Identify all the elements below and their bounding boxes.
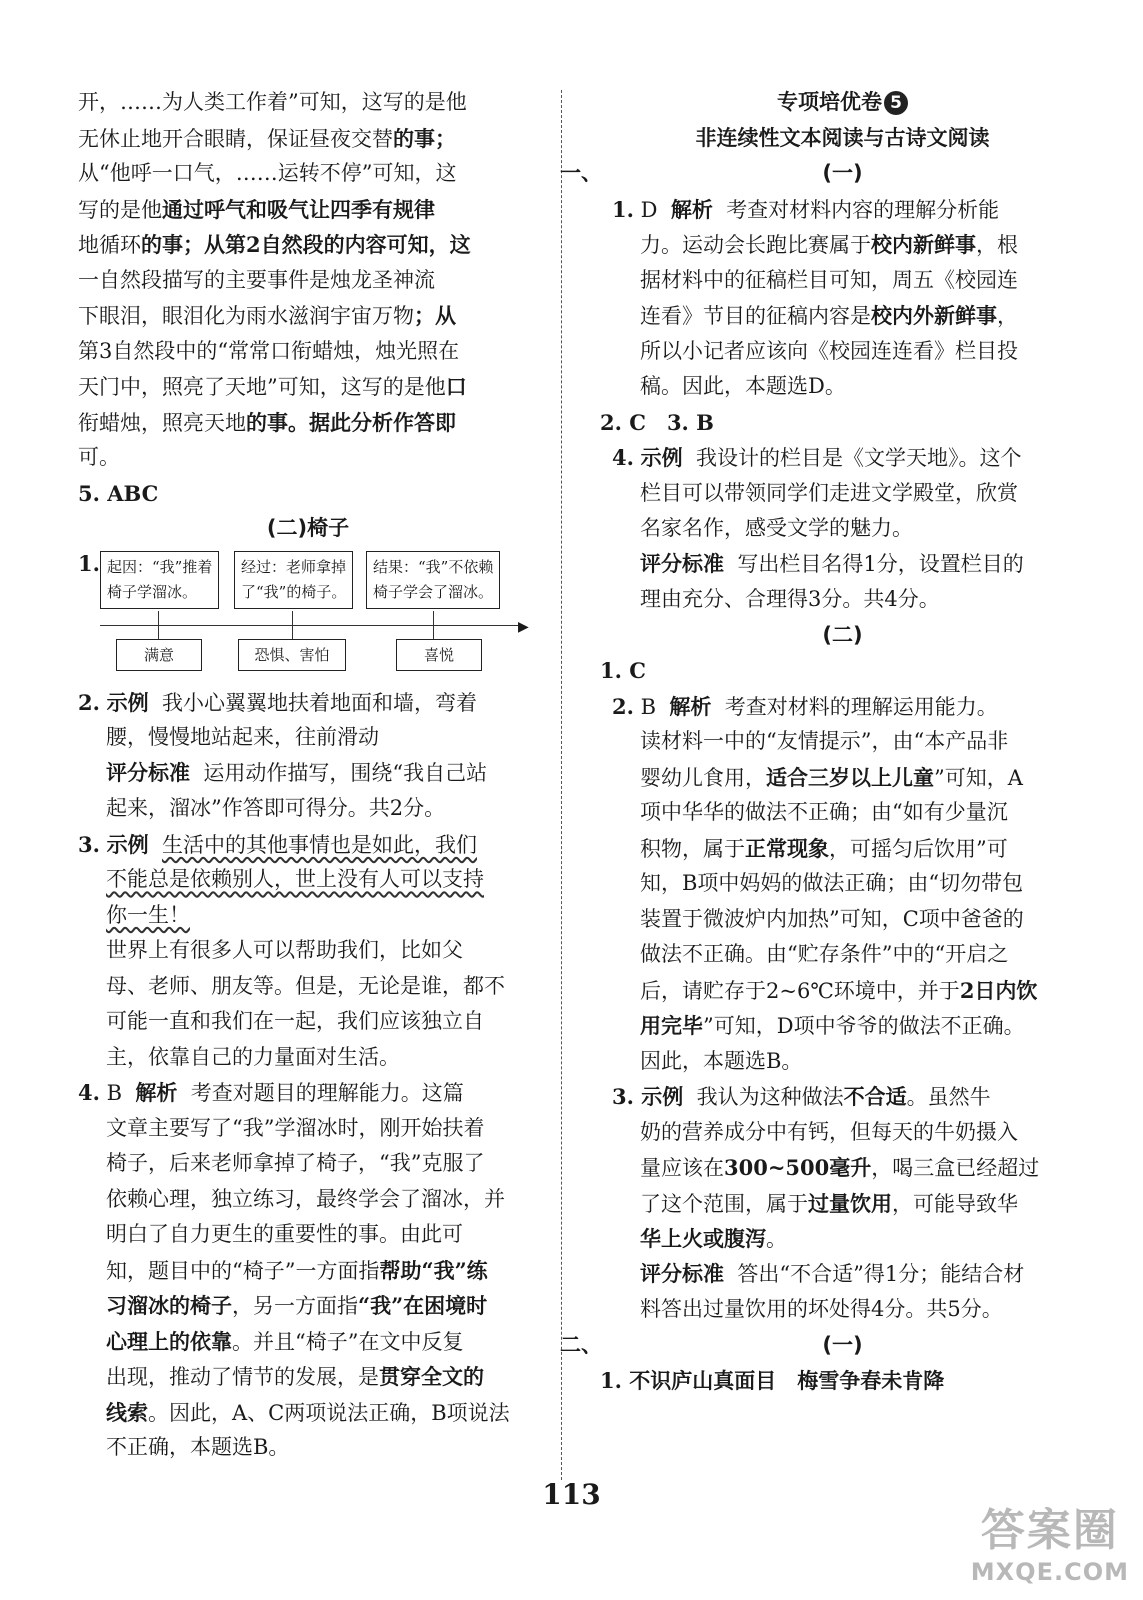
q3-line: 可能一直和我们在一起，我们应该独立自 [106,1009,484,1033]
r2q3-line: 华上火或腹泻。 [640,1226,787,1251]
right-column [560,85,1085,1399]
intro-line: 第3自然段中的“常常口衔蜡烛，烛光照在 [78,338,460,363]
special-paper-title: 专项培优卷 5 [600,85,1085,121]
r2q3-line: 奶的营养成分中有钙，但每天的牛奶摄入 [640,1119,1018,1144]
q4-line: 文章主要写了“我”学溜冰时，刚开始扶着 [106,1115,485,1140]
part-1-label: 一、 [560,161,602,185]
rq1-line: 所以小记者应该向《校园连连看》栏目投 [640,338,1018,363]
paper-subtitle: 非连续性文本阅读与古诗文阅读 [695,125,990,150]
q4-line: 习溜冰的椅子，另一方面指“我”在困境时 [106,1293,488,1318]
q3-line: 世界上有很多人可以帮助我们，比如父 [106,938,463,962]
q4-line: 依赖心理，独立练习，最终学会了溜冰，并 [106,1186,505,1211]
answer-q2: 2. 示例 我小心翼翼地扶着地面和墙，弯着 腰，慢慢地站起来，往前滑动 评分标准 运用动作描写，围绕“我自己站 起来，溜冰”作答即可得分。共2分。 [78,689,488,820]
r2q2-line: 因此，本题选B。 [640,1048,803,1073]
emotion-box-1: 满意 [116,639,202,671]
part2-answer-q1: 1. 不识庐山真面目 梅雪争春未肯降 [600,1368,945,1393]
intro-line: 天门中，照亮了天地”可知，这写的是他口 [78,374,467,399]
part-2-label: 二、 [560,1332,602,1357]
intro-line: 衔蜡烛，照亮天地的事。据此分析作答即 [78,409,456,435]
right2-answer-q3: 3. 示例 我认为这种做法不合适。虽然牛 奶的营养成分中有钙，但每天的牛奶摄入 量应该在300~500毫升，喝三盒已经超过 了这个范围，属于过量饮用，可能导致华 华上火或腹泻。 评分标准 答出“不合适”得1分；能结合材 料答出过量饮用的坏处得4分。共5分。 [600,1079,1085,1328]
r2q2-line: 后，请贮存于2~6℃环境中，并于2日内饮 [640,977,1038,1003]
intro-line: 开，……为人类工作着”可知，这写的是他 [78,90,467,114]
rq1-line: 据材料中的征稿栏目可知，周五《校园连 [640,267,1018,292]
column-divider [561,90,562,1480]
timeline-arrow [100,625,524,626]
q4-analysis [78,1111,538,1466]
intro-line: 可。 [78,445,120,469]
intro-paragraph [78,85,538,476]
q3-line: 母、老师、朋友等。但是，无论是谁，都不 [106,973,505,998]
q3-line: 主，依靠自己的力量面对生活。 [106,1044,400,1069]
q4-line: 线索。因此，A、C两项说法正确，B项说法 [106,1399,510,1425]
q4-line: 不正确，本题选B。 [106,1435,290,1459]
section-title-chair: (二)椅子 [266,516,350,540]
part-1-subsection-1: 一、 (一) [600,156,1085,192]
left-column [78,85,538,1466]
r2q2-line: 知，B项中妈妈的做法正确；由“切勿带包 [640,871,1024,895]
paper-number-badge: 5 [884,91,908,115]
r2q2-line: 积物，属于正常现象，可摇匀后饮用”可 [640,835,1008,861]
diagram-box-cause: 起因：“我”推着 椅子学溜冰。 [100,551,219,609]
right-answer-q2-q3: 2. C 3. B [600,409,714,435]
q3-paragraph [78,933,538,1075]
site-watermark: 答案圈 MXQE.COM [970,1505,1129,1586]
intro-line: 从“他呼一口气，……运转不停”可知，这 [78,161,457,185]
page-number: 113 [542,1478,601,1511]
rq1-line: 稿。因此，本题选D。 [640,374,846,398]
emotion-box-2: 恐惧、害怕 [238,639,346,671]
diagram-box-process: 经过：老师拿掉 了“我”的椅子。 [234,551,353,609]
r2q2-line: 做法不正确。由“贮存条件”中的“开启之 [640,942,1009,966]
answer-q4: 4. B 解析 考查对题目的理解能力。这篇 文章主要写了“我”学溜冰时，刚开始扶着 椅子，后来老师拿掉了椅子，“我”克服了 依赖心理，独立练习，最终学会了溜冰，并 明白了自力更生的重要性的事。由此可 知，题目中的“椅子”一方面指帮助“我”练 习溜冰的椅子，另一方面指“我”在困境时 心理上的依靠。并且“椅子”在文中反复 出现，推动了情节的发展，是贯穿全文的 线索。因此，A、C两项说法正确，B项说法 不正确，本题选B。 [78,1075,538,1466]
r2q2-line: 婴幼儿食用，适合三岁以上儿童”可知，A [640,764,1023,790]
intro-line: 地循环的事；从第2自然段的内容可知，这 [78,232,471,257]
r2q2-line: 项中华华的做法不正确；由“如有少量沉 [640,800,1008,824]
arrow-head-icon: ▶ [518,618,529,635]
answer-q3: 3. 示例 生活中的其他事情也是如此，我们 不能总是依赖别人，世上没有人可以支持 你一生！ 世界上有很多人可以帮助我们，比如父 母、老师、朋友等。但是，无论是谁，都不 可能一直和我们在一起，我们应该独立自 主，依靠自己的力量面对生活。 [78,827,538,1076]
right2-answer-q1: 1. C [600,658,646,683]
right2-answer-q2: 2. B 解析 考查对材料的理解运用能力。 读材料一中的“友情提示”，由“本产品非 婴幼儿食用，适合三岁以上儿童”可知，A 项中华华的做法不正确；由“如有少量沉 积物，属于正常现象，可摇匀后饮用”可 知，B项中妈妈的做法正确；由“切勿带包 装置于微波炉内加热”可知，C项中爸爸的 做法不正确。由“贮存条件”中的“开启之 后，请贮存于2~6℃环境中，并于2日内饮 用完毕”可知，D项中爷爷的做法不正确。 因此，本题选B。 [600,689,1085,1080]
part-2-subsection-1: 二、 (一) [600,1328,1085,1364]
intro-line: 写的是他通过呼气和吸气让四季有规律 [78,196,435,222]
intro-line: 下眼泪，眼泪化为雨水滋润宇宙万物；从 [78,303,456,328]
q4-line: 心理上的依靠。并且“椅子”在文中反复 [106,1328,464,1354]
q4-line: 知，题目中的“椅子”一方面指帮助“我”练 [106,1257,488,1283]
intro-line: 无休止地开合眼睛，保证昼夜交替的事； [78,125,456,151]
right-answer-q1: 1. D 解析 考查对材料内容的理解分析能 力。运动会长跑比赛属于校内新鲜事，根 据材料中的征稿栏目可知，周五《校园连 连看》节目的征稿内容是校内外新鲜事， 所以小记者应该向《校园连连看》栏目投 稿。因此，本题选D。 [600,192,1085,405]
right-answer-q4: 4. 示例 我设计的栏目是《文学天地》。这个 栏目可以带领同学们走进文学殿堂，欣赏 名家名作，感受文学的魅力。 评分标准 写出栏目名得1分，设置栏目的 理由充分、合理得3分。共4分。 [612,445,1024,611]
r2q3-line: 3. 示例 我认为这种做法不合适。虽然牛 [612,1084,991,1109]
r2q2-line: 读材料一中的“友情提示”，由“本产品非 [640,729,1009,753]
rq1-line: 力。运动会长跑比赛属于校内新鲜事，根 [640,232,1018,257]
answer-q5: 5. ABC [78,480,159,506]
r2q2-line: 用完毕”可知，D项中爷爷的做法不正确。 [640,1013,1025,1038]
part-1-subsection-2: (二) [822,622,863,647]
intro-line: 一自然段描写的主要事件是烛龙圣神流 [78,267,435,292]
emotion-box-3: 喜悦 [396,639,482,671]
q4-line: 出现，推动了情节的发展，是贯穿全文的 [106,1364,484,1389]
diagram-number: 1. [78,550,100,576]
q4-line: 明白了自力更生的重要性的事。由此可 [106,1222,463,1246]
r2q2-line: 装置于微波炉内加热”可知，C项中爸爸的 [640,906,1024,931]
rq1-line: 连看》节目的征稿内容是校内外新鲜事， [640,303,1018,328]
q4-line: 椅子，后来老师拿掉了椅子，“我”克服了 [106,1151,485,1175]
plot-diagram [78,551,538,679]
r2q3-line: 量应该在300~500毫升，喝三盒已经超过 [640,1155,1040,1180]
r2q3-line: 了这个范围，属于过量饮用，可能导致华 [640,1190,1018,1216]
diagram-box-result: 结果：“我”不依赖 椅子学会了溜冰。 [366,551,500,609]
